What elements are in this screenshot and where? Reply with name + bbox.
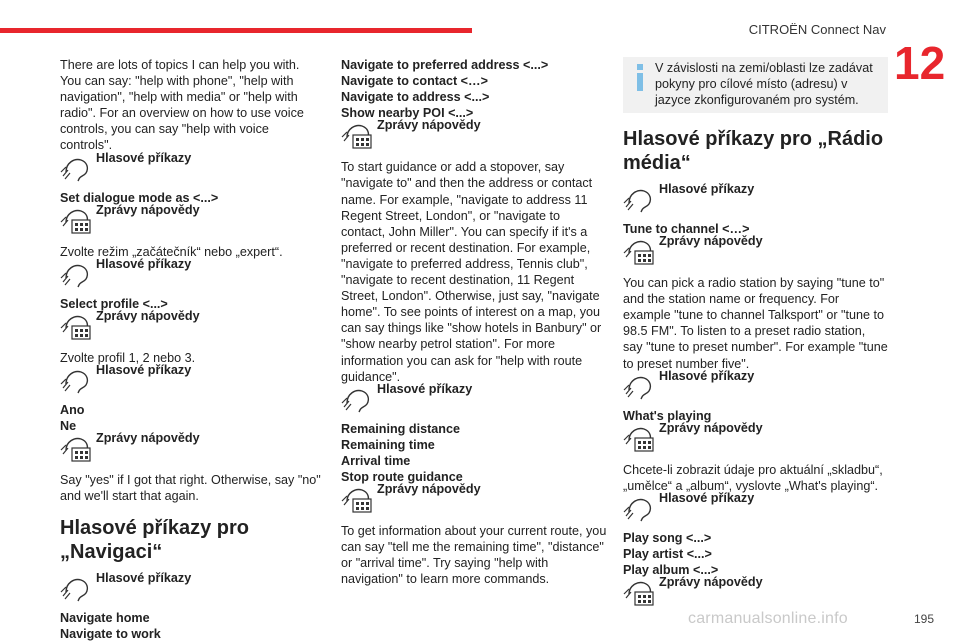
help-messages-label: Zprávy nápovědy: [623, 424, 888, 456]
column-2: [341, 57, 607, 587]
help-message-icon: [60, 206, 94, 234]
help-text: To get information about your current route, you can say "tell me the remaining time", "distance" or "arrival time". Try saying "help with navigation" to learn more commands.: [341, 524, 607, 587]
help-messages-label: Zprávy nápovědy: [623, 578, 888, 610]
command-text: Select profile <...>: [60, 296, 168, 311]
voice-command-icon: [341, 385, 375, 413]
voice-commands-label: Hlasové příkazy: [341, 385, 607, 415]
command-text: Navigate to address <...>: [341, 90, 490, 105]
command-text: Navigate home: [60, 611, 150, 626]
help-messages-label: Zprávy nápovědy: [341, 485, 607, 517]
help-text: You can pick a radio station by saying "tune to" and the station name or frequency. For example "tune to channel Talksport" or "tune to 98.5 FM". To listen to a preset radio station, say "tune to preset number". For example "tune to preset number five".: [623, 276, 888, 371]
command-text: Show nearby POI <...>: [341, 106, 474, 121]
command-text: What's playing: [623, 408, 712, 423]
command-text: Remaining time: [341, 437, 435, 452]
voice-commands-label: Hlasové příkazy: [60, 574, 322, 604]
voice-commands-label: Hlasové příkazy: [623, 494, 888, 524]
voice-command-icon: [60, 574, 94, 602]
voice-commands-label: Hlasové příkazy: [623, 185, 888, 215]
voice-command-icon: [60, 154, 94, 182]
voice-commands-label: Hlasové příkazy: [60, 154, 322, 184]
section-heading-navigation: Hlasové příkazy pro „Navigaci“: [60, 517, 249, 564]
command-text: Tune to channel <…>: [623, 222, 750, 236]
command-text: Remaining distance: [341, 421, 460, 436]
page-number: 195: [913, 612, 934, 626]
help-text: Say "yes" if I got that right. Otherwise, say "no" and we'll start that again.: [60, 473, 321, 504]
command-text: Ne: [60, 419, 77, 434]
voice-command-icon: [60, 366, 94, 394]
help-message-icon: [60, 312, 94, 340]
voice-command-icon: [60, 260, 94, 288]
column-1: [60, 57, 322, 643]
voice-command-icon: [623, 185, 657, 213]
help-message-icon: [341, 121, 375, 149]
command-text: Navigate to contact <…>: [341, 74, 488, 89]
command-text: Stop route guidance: [341, 469, 463, 484]
command-text: Play song <...>: [623, 530, 712, 545]
watermark: carmanualsonline.info: [688, 610, 848, 627]
help-message-icon: [623, 424, 657, 452]
help-text: Zvolte režim „začátečník“ nebo „expert“.: [60, 244, 283, 259]
header-accent-bar: [0, 28, 472, 33]
help-text: To start guidance or add a stopover, say "navigate to" and then the address or contact name. For example, "navigate to address 11 Regent Street, London", or "navigate to contact, John Miller". You can specify if it's a preferred or recent destination. For example, "navigate to preferred address, Tennis club", "navigate to recent destination, 11 Regent Street, London". Otherwise, just say, "navigate home". To see points of interest on a map, you can say things like "show hotels in Banbury" or "show nearby petrol station". For more information you can ask for "help with route guidance".: [341, 160, 602, 384]
command-text: Navigate to preferred address <...>: [341, 58, 549, 72]
column-3: [623, 57, 888, 610]
voice-command-icon: [623, 494, 657, 522]
voice-commands-label: Hlasové příkazy: [60, 366, 322, 396]
voice-command-icon: [623, 372, 657, 400]
command-text: Play artist <...>: [623, 547, 712, 562]
help-message-icon: [60, 434, 94, 462]
help-messages-label: Zprávy nápovědy: [60, 312, 322, 344]
command-text: Set dialogue mode as <...>: [60, 190, 219, 205]
info-note-text: V závislosti na zemi/oblasti lze zadávat pokyny pro cílové místo (adresu) v jazyce zkonfigurovaném pro systém.: [655, 61, 873, 107]
voice-commands-label: Hlasové příkazy: [60, 260, 322, 290]
info-note-box: [623, 57, 888, 113]
command-text: Play album <...>: [623, 563, 719, 578]
help-messages-label: Zprávy nápovědy: [60, 434, 322, 466]
section-heading-radio-media: Hlasové příkazy pro „Rádio média“: [623, 128, 884, 174]
help-message-icon: [623, 578, 657, 606]
help-text: Chcete-li zobrazit údaje pro aktuální „skladbu“, „umělce“ a „album“, vyslovte „What's playing“.: [623, 462, 883, 493]
help-messages-label: Zprávy nápovědy: [623, 237, 888, 269]
chapter-number: 12: [894, 37, 946, 89]
manual-title: CITROËN Connect Nav: [748, 22, 886, 37]
voice-commands-label: Hlasové příkazy: [623, 372, 888, 402]
help-messages-label: Zprávy nápovědy: [60, 206, 322, 238]
help-text: Zvolte profil 1, 2 nebo 3.: [60, 350, 196, 365]
help-messages-label: Zprávy nápovědy: [341, 121, 607, 153]
command-text: Arrival time: [341, 453, 411, 468]
command-text: Ano: [60, 402, 85, 417]
help-message-icon: [623, 237, 657, 265]
help-intro-text: There are lots of topics I can help you with. You can say: "help with phone", "help with navigation", "help with media" or "help with radio". For an overview on how to use voice controls, you can say "help with voice controls".: [60, 58, 304, 153]
command-text: Navigate to work: [60, 627, 161, 642]
info-icon: [632, 62, 648, 94]
help-message-icon: [341, 485, 375, 513]
